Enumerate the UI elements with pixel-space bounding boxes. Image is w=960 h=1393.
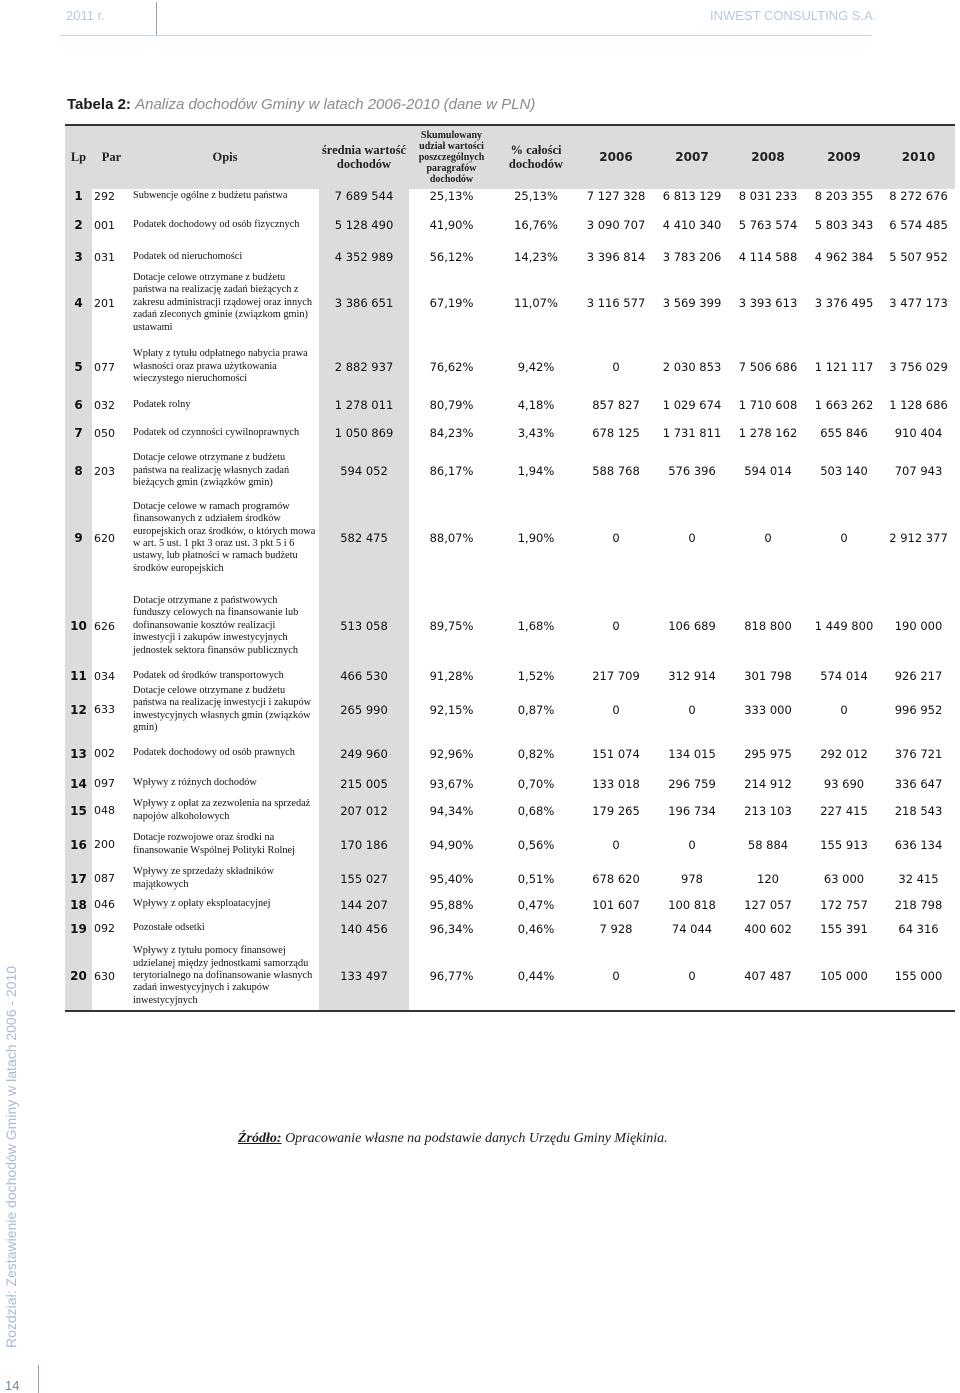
row-2009: 1 449 800 <box>814 619 874 633</box>
row-2009: 227 415 <box>820 803 868 818</box>
col-pct: % całości dochodów <box>494 125 578 189</box>
row-pct: 0,87% <box>517 702 555 717</box>
row-par: 048 <box>94 804 115 818</box>
row-2006: 857 827 <box>592 398 640 412</box>
table-row <box>65 339 955 395</box>
table-row <box>65 247 955 267</box>
row-2008: 818 800 <box>744 619 792 633</box>
row-2008: 301 798 <box>744 669 792 683</box>
table-row <box>65 667 955 685</box>
table-row <box>65 915 955 943</box>
row-description: Wpływy z różnych dochodów <box>133 777 257 789</box>
row-2007: 3 783 206 <box>662 250 722 264</box>
row-avg: 466 530 <box>319 667 409 685</box>
col-2007: 2007 <box>654 125 730 189</box>
row-2006: 133 018 <box>592 776 640 791</box>
row-par: 097 <box>94 777 115 791</box>
row-2006: 179 265 <box>592 803 640 818</box>
row-2007: 978 <box>681 871 703 886</box>
row-cumulative: 84,23% <box>429 426 474 440</box>
chapter-sidebar: Rozdział: Zestawienie dochodów Gminy w latach 2006 - 2010 <box>3 965 19 1348</box>
row-description: Wpływy z tytułu pomocy finansowej udzielanej między jednostkami samorządu terytorialnego na dofinansowanie własnych zadań inwestycyjnych i zakupów inwestycyjnych <box>133 945 313 1006</box>
row-description: Podatek dochodowy od osób fizycznych <box>133 218 300 230</box>
row-description: Pozostałe odsetki <box>133 922 205 934</box>
row-description: Podatek od nieruchomości <box>133 250 243 262</box>
row-avg: 170 186 <box>319 827 409 863</box>
row-lp: 3 <box>65 247 92 267</box>
row-par: 203 <box>94 464 115 478</box>
table-row <box>65 267 955 339</box>
row-2006: 151 074 <box>592 746 640 761</box>
row-lp: 16 <box>65 827 92 863</box>
row-2009: 155 391 <box>820 921 868 936</box>
col-lp: Lp <box>65 125 92 189</box>
row-description: Podatek od środków transportowych <box>133 669 284 681</box>
row-2008: 400 602 <box>744 921 792 936</box>
row-par: 626 <box>94 619 115 633</box>
row-cumulative: 92,96% <box>429 746 474 761</box>
row-lp: 8 <box>65 451 92 491</box>
row-2007: 312 914 <box>668 669 716 683</box>
row-2009: 63 000 <box>823 871 865 886</box>
row-avg: 2 882 937 <box>319 339 409 395</box>
row-avg: 3 386 651 <box>319 267 409 339</box>
source-text: Opracowanie własne na podstawie danych Urzędu Gminy Miękinia. <box>281 1131 668 1146</box>
row-cumulative: 76,62% <box>429 360 474 374</box>
row-2009: 1 121 117 <box>814 360 874 374</box>
row-description: Dotacje celowe w ramach programów finansowanych z udziałem środków europejskich oraz środków, o których mowa w art. 5 ust. 1 pkt 3 oraz ust. 3 pkt 5 i 6 ustawy, lub płatności w ramach budżetu środków europejskich <box>133 500 316 574</box>
row-2007: 1 731 811 <box>662 426 722 440</box>
row-2009: 105 000 <box>820 969 868 984</box>
row-2009: 503 140 <box>820 464 868 478</box>
row-2007: 296 759 <box>668 776 716 791</box>
row-2007: 0 <box>688 702 696 717</box>
row-pct: 0,51% <box>517 871 555 886</box>
row-description: Wpłaty z tytułu odpłatnego nabycia prawa własności oraz prawa użytkowania wieczystego nieruchomości <box>133 348 308 385</box>
row-lp: 14 <box>65 773 92 795</box>
row-2006: 0 <box>612 969 620 984</box>
row-description: Dotacje celowe otrzymane z budżetu państwa na realizację własnych zadań bieżących gmin (związków gmin) <box>133 452 290 489</box>
row-2010: 64 316 <box>898 921 939 936</box>
row-cumulative: 91,28% <box>429 669 474 683</box>
row-avg: 4 352 989 <box>319 247 409 267</box>
row-2007: 134 015 <box>668 746 716 761</box>
income-table-wrapper <box>65 124 955 1012</box>
col-2009: 2009 <box>806 125 882 189</box>
col-2010: 2010 <box>882 125 955 189</box>
row-description: Dotacje otrzymane z państwowych funduszy celowych na finansowanie lub dofinansowanie kosztów realizacji inwestycji i zakupów inwestycyjnych jednostek sektora finansów publicznych <box>133 594 299 656</box>
row-cumulative: 67,19% <box>429 296 474 310</box>
row-cumulative: 88,07% <box>429 531 474 545</box>
row-2008: 333 000 <box>744 702 792 717</box>
header-divider <box>156 2 157 36</box>
row-pct: 0,44% <box>517 969 555 984</box>
row-description: Podatek dochodowy od osób prawnych <box>133 747 295 759</box>
row-2010: 376 721 <box>894 746 943 761</box>
row-2006: 678 620 <box>592 871 640 886</box>
row-par: 034 <box>94 669 115 683</box>
row-2006: 0 <box>612 837 620 852</box>
row-2007: 576 396 <box>668 464 716 478</box>
row-2009: 292 012 <box>820 746 868 761</box>
row-2007: 100 818 <box>668 897 716 912</box>
row-2010: 2 912 377 <box>889 531 948 545</box>
row-cumulative: 89,75% <box>429 619 474 633</box>
table-row <box>65 773 955 795</box>
row-pct: 1,94% <box>517 464 555 478</box>
table-row <box>65 795 955 827</box>
row-pct: 4,18% <box>517 398 555 412</box>
row-2007: 4 410 340 <box>662 218 722 232</box>
row-lp: 2 <box>65 203 92 247</box>
row-2007: 6 813 129 <box>662 189 722 203</box>
row-cumulative: 96,77% <box>429 969 474 984</box>
row-2008: 4 114 588 <box>738 250 798 264</box>
row-avg: 7 689 544 <box>319 189 409 203</box>
row-cumulative: 41,90% <box>429 218 474 232</box>
row-description: Podatek od czynności cywilnoprawnych <box>133 426 300 438</box>
row-2008: 407 487 <box>744 969 792 984</box>
row-2009: 8 203 355 <box>814 189 874 203</box>
row-2009: 1 663 262 <box>814 398 874 412</box>
row-avg: 140 456 <box>319 915 409 943</box>
row-description: Wpływy ze sprzedaży składników majątkowych <box>133 866 274 890</box>
row-lp: 18 <box>65 895 92 915</box>
row-2006: 0 <box>612 619 620 633</box>
row-2008: 5 763 574 <box>738 218 798 232</box>
row-2008: 214 912 <box>744 776 792 791</box>
row-2009: 155 913 <box>820 837 868 852</box>
row-2006: 0 <box>612 531 620 545</box>
row-2010: 3 477 173 <box>889 296 948 310</box>
row-2010: 32 415 <box>898 871 939 886</box>
row-2008: 594 014 <box>744 464 792 478</box>
row-pct: 3,43% <box>517 426 555 440</box>
row-2008: 295 975 <box>744 746 792 761</box>
row-pct: 1,68% <box>517 619 555 633</box>
row-cumulative: 94,34% <box>429 803 474 818</box>
table-row <box>65 895 955 915</box>
table-title-text: Analiza dochodów Gminy w latach 2006-2010 (dane w PLN) <box>135 96 536 113</box>
row-cumulative: 93,67% <box>429 776 474 791</box>
col-2008: 2008 <box>730 125 806 189</box>
row-cumulative: 95,40% <box>429 871 474 886</box>
row-2006: 678 125 <box>592 426 640 440</box>
page-number-rule <box>38 1365 39 1393</box>
row-cumulative: 94,90% <box>429 837 474 852</box>
row-description: Subwencje ogólne z budżetu państwa <box>133 189 288 201</box>
row-avg: 582 475 <box>319 491 409 585</box>
row-2007: 0 <box>688 969 696 984</box>
row-2006: 588 768 <box>592 464 640 478</box>
row-lp: 15 <box>65 795 92 827</box>
row-2009: 3 376 495 <box>814 296 874 310</box>
row-lp: 7 <box>65 415 92 451</box>
row-par: 620 <box>94 531 115 545</box>
row-lp: 17 <box>65 863 92 895</box>
table-row <box>65 415 955 451</box>
row-2006: 7 928 <box>599 921 633 936</box>
col-2006: 2006 <box>578 125 654 189</box>
row-avg: 1 278 011 <box>319 395 409 415</box>
row-2008: 8 031 233 <box>738 189 798 203</box>
row-2009: 655 846 <box>820 426 868 440</box>
row-avg: 594 052 <box>319 451 409 491</box>
row-avg: 215 005 <box>319 773 409 795</box>
row-avg: 513 058 <box>319 585 409 667</box>
row-avg: 155 027 <box>319 863 409 895</box>
row-pct: 11,07% <box>514 296 558 310</box>
row-2008: 3 393 613 <box>738 296 798 310</box>
row-2007: 196 734 <box>668 803 716 818</box>
row-par: 046 <box>94 898 115 912</box>
col-cumulative: Skumulowany udział wartości poszczególnych paragrafów dochodów <box>409 125 494 189</box>
row-2009: 574 014 <box>820 669 868 683</box>
row-avg: 249 960 <box>319 735 409 773</box>
row-2007: 3 569 399 <box>662 296 722 310</box>
row-2010: 218 543 <box>894 803 943 818</box>
row-lp: 4 <box>65 267 92 339</box>
row-avg: 265 990 <box>319 685 409 735</box>
row-lp: 1 <box>65 189 92 203</box>
page-number: 14 <box>5 1378 20 1393</box>
row-description: Wpływy z opłaty eksploatacyjnej <box>133 898 271 910</box>
row-lp: 19 <box>65 915 92 943</box>
row-2009: 93 690 <box>823 776 865 791</box>
row-lp: 6 <box>65 395 92 415</box>
row-2008: 213 103 <box>744 803 792 818</box>
table-row <box>65 451 955 491</box>
row-2008: 1 278 162 <box>738 426 798 440</box>
row-avg: 133 497 <box>319 943 409 1011</box>
row-par: 032 <box>94 398 115 412</box>
row-2010: 926 217 <box>894 669 943 683</box>
row-2010: 636 134 <box>894 837 943 852</box>
table-row <box>65 395 955 415</box>
row-lp: 12 <box>65 685 92 735</box>
row-cumulative: 95,88% <box>429 897 474 912</box>
row-lp: 20 <box>65 943 92 1011</box>
row-pct: 0,56% <box>517 837 555 852</box>
source-label: Źródło: <box>238 1131 282 1146</box>
row-pct: 1,52% <box>517 669 555 683</box>
row-2010: 3 756 029 <box>889 360 948 374</box>
row-pct: 0,46% <box>517 921 555 936</box>
row-lp: 13 <box>65 735 92 773</box>
row-2010: 996 952 <box>894 702 943 717</box>
row-description: Dotacje celowe otrzymane z budżetu państwa na realizację zadań bieżących z zakresu administracji rządowej oraz innych zadań zleconych gminie (związkom gmin) ustawami <box>133 271 312 333</box>
row-par: 031 <box>94 250 115 264</box>
row-2008: 58 884 <box>747 837 789 852</box>
income-table <box>65 124 955 1012</box>
row-2006: 0 <box>612 702 620 717</box>
row-2008: 0 <box>764 531 772 545</box>
row-2010: 190 000 <box>894 619 943 633</box>
row-par: 633 <box>94 703 115 717</box>
row-description: Wpływy z opłat za zezwolenia na sprzedaż napojów alkoholowych <box>133 798 311 822</box>
row-pct: 25,13% <box>514 189 558 203</box>
table-row <box>65 735 955 773</box>
row-pct: 1,90% <box>517 531 555 545</box>
row-2009: 0 <box>840 531 848 545</box>
header-company: INWEST CONSULTING S.A. <box>710 8 877 23</box>
table-header-row <box>65 125 955 189</box>
row-2010: 218 798 <box>894 897 943 912</box>
row-2008: 127 057 <box>744 897 792 912</box>
row-2007: 2 030 853 <box>662 360 722 374</box>
row-par: 201 <box>94 296 115 310</box>
row-lp: 9 <box>65 491 92 585</box>
row-2008: 1 710 608 <box>738 398 798 412</box>
row-lp: 10 <box>65 585 92 667</box>
row-2006: 3 396 814 <box>586 250 646 264</box>
row-description: Podatek rolny <box>133 398 191 410</box>
row-cumulative: 56,12% <box>429 250 474 264</box>
row-2008: 7 506 686 <box>738 360 798 374</box>
row-cumulative: 96,34% <box>429 921 474 936</box>
table-row <box>65 863 955 895</box>
row-2007: 1 029 674 <box>662 398 722 412</box>
row-par: 087 <box>94 872 115 886</box>
row-cumulative: 25,13% <box>429 189 474 203</box>
table-title <box>67 96 535 113</box>
row-2007: 106 689 <box>668 619 716 633</box>
row-pct: 0,82% <box>517 746 555 761</box>
row-par: 292 <box>94 189 115 203</box>
row-description: Dotacje celowe otrzymane z budżetu państwa na realizację inwestycji i zakupów inwestycyjnych własnych gmin (związków gmin) <box>133 685 312 734</box>
row-pct: 16,76% <box>514 218 558 232</box>
row-par: 630 <box>94 969 115 983</box>
row-2010: 336 647 <box>894 776 943 791</box>
row-2008: 120 <box>757 871 779 886</box>
table-row <box>65 943 955 1011</box>
row-description: Dotacje rozwojowe oraz środki na finansowanie Wspólnej Polityki Rolnej <box>133 832 295 856</box>
row-par: 001 <box>94 218 115 232</box>
col-opis: Opis <box>131 125 319 189</box>
row-2007: 0 <box>688 837 696 852</box>
row-par: 077 <box>94 360 115 374</box>
source-note <box>238 1131 668 1147</box>
row-pct: 0,70% <box>517 776 555 791</box>
row-par: 002 <box>94 747 115 761</box>
row-cumulative: 92,15% <box>429 702 474 717</box>
row-pct: 0,47% <box>517 897 555 912</box>
row-par: 200 <box>94 838 115 852</box>
header-rule <box>60 35 872 36</box>
table-title-label: Tabela 2: <box>67 96 131 113</box>
col-par: Par <box>92 125 131 189</box>
row-2010: 707 943 <box>894 464 943 478</box>
table-row <box>65 827 955 863</box>
row-2007: 0 <box>688 531 696 545</box>
table-row <box>65 189 955 203</box>
row-2006: 3 116 577 <box>586 296 646 310</box>
row-2010: 8 272 676 <box>889 189 948 203</box>
table-row <box>65 585 955 667</box>
row-2007: 74 044 <box>671 921 713 936</box>
row-2009: 4 962 384 <box>814 250 874 264</box>
header-year: 2011 r. <box>66 8 105 23</box>
row-2010: 6 574 485 <box>889 218 948 232</box>
row-lp: 5 <box>65 339 92 395</box>
row-2006: 0 <box>612 360 620 374</box>
col-avg: średnia wartość dochodów <box>319 125 409 189</box>
row-cumulative: 80,79% <box>429 398 474 412</box>
row-2009: 0 <box>840 702 848 717</box>
row-avg: 144 207 <box>319 895 409 915</box>
row-2006: 101 607 <box>592 897 640 912</box>
row-2009: 172 757 <box>820 897 868 912</box>
row-avg: 207 012 <box>319 795 409 827</box>
row-2006: 217 709 <box>592 669 640 683</box>
table-row <box>65 491 955 585</box>
row-2010: 5 507 952 <box>889 250 948 264</box>
row-2009: 5 803 343 <box>814 218 874 232</box>
row-avg: 5 128 490 <box>319 203 409 247</box>
row-2010: 910 404 <box>894 426 943 440</box>
row-pct: 14,23% <box>514 250 558 264</box>
row-lp: 11 <box>65 667 92 685</box>
row-2010: 1 128 686 <box>889 398 948 412</box>
row-avg: 1 050 869 <box>319 415 409 451</box>
row-2010: 155 000 <box>894 969 943 984</box>
row-pct: 9,42% <box>517 360 555 374</box>
row-pct: 0,68% <box>517 803 555 818</box>
row-2006: 3 090 707 <box>586 218 646 232</box>
row-par: 050 <box>94 426 115 440</box>
row-cumulative: 86,17% <box>429 464 474 478</box>
row-par: 092 <box>94 922 115 936</box>
table-row <box>65 203 955 247</box>
row-2006: 7 127 328 <box>586 189 646 203</box>
table-row <box>65 685 955 735</box>
